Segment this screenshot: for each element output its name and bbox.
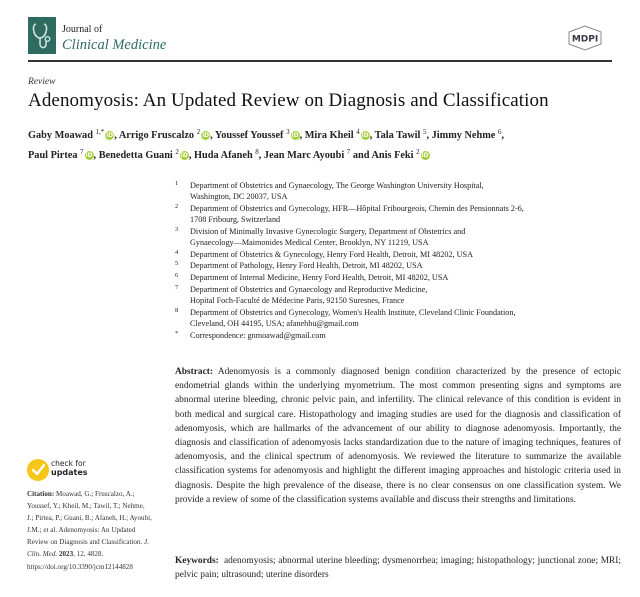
stethoscope-icon [28, 17, 56, 54]
orcid-icon[interactable]: iD [361, 132, 369, 139]
author-separator: , [114, 130, 119, 141]
check-updates-line2: updates [51, 467, 88, 477]
check-updates-text [51, 460, 88, 477]
author-name: Arrigo Fruscalzo [118, 130, 195, 141]
orcid-icon[interactable]: iD [85, 152, 93, 159]
affiliation-number: 3 [175, 225, 179, 233]
author-affiliation-ref: 1,* [95, 128, 105, 136]
affiliations [175, 180, 625, 341]
author[interactable] [264, 150, 350, 161]
author-separator: , [188, 150, 195, 161]
author[interactable] [215, 130, 300, 141]
author-name: Jean Marc Ayoubi [263, 150, 345, 161]
header-divider [28, 60, 612, 62]
affiliation-number: * [175, 329, 179, 337]
author-name: Tala Tawil [374, 130, 421, 141]
affiliation-item [175, 307, 625, 329]
keywords-text: adenomyosis; abnormal uterine bleeding; dysmenorrhea; imaging; histopathology; junctional zone; MRI; pelvic pain; ultrasound; uterine disorders [175, 556, 622, 581]
citation-label: Citation: [27, 490, 55, 498]
affiliation-item [175, 330, 625, 341]
citation-volume: , 12, 4828. [73, 550, 104, 559]
affiliation-line: Gynaecology—Maimonides Medical Center, Brooklyn, NY 11219, USA [190, 238, 429, 248]
author-affiliation-ref: 4 [356, 128, 360, 136]
author-affiliation-ref: 7 [346, 148, 351, 156]
orcid-icon[interactable]: iD [421, 152, 429, 159]
author[interactable] [305, 130, 370, 141]
affiliation-item [175, 226, 625, 248]
author-separator: , [93, 150, 99, 161]
citation-doi-link[interactable]: https://doi.org/10.3390/jcm12144828 [27, 562, 133, 571]
author-affiliation-ref: 2 [175, 148, 179, 156]
check-updates-line1: check for [51, 459, 86, 468]
affiliation-line: Division of Minimally Invasive Gynecologic Surgery, Department of Obstetrics and [190, 226, 466, 236]
affiliation-line: Department of Obstetrics & Gynecology, Henry Ford Health, Detroit, MI 48202, USA [190, 249, 474, 259]
check-badge-icon [27, 459, 49, 481]
author[interactable] [371, 150, 429, 161]
affiliation-item [175, 180, 625, 202]
author[interactable] [431, 128, 505, 141]
author-affiliation-ref: 5 [422, 128, 427, 136]
author[interactable] [28, 150, 94, 161]
affiliation-number: 8 [175, 306, 179, 314]
author-name: Mira Kheil [304, 130, 354, 141]
citation [27, 488, 152, 573]
author[interactable] [375, 130, 427, 141]
affiliation-item [175, 249, 625, 260]
mdpi-logo [565, 25, 605, 51]
author-list [28, 124, 628, 164]
journal-logo [28, 17, 56, 54]
article-title: Adenomyosis: An Updated Review on Diagnosis and Classification [28, 90, 549, 111]
author-affiliation-ref: 7 [80, 148, 84, 156]
affiliation-item [175, 203, 625, 225]
author-affiliation-ref: 3 [286, 128, 290, 136]
abstract-label: Abstract: [175, 367, 214, 377]
orcid-icon[interactable]: iD [202, 132, 210, 139]
citation-year: 2023 [58, 550, 74, 559]
keywords [175, 554, 621, 582]
affiliation-number: 7 [175, 283, 179, 291]
orcid-icon[interactable]: iD [291, 132, 299, 139]
affiliation-item [175, 260, 625, 271]
abstract-text: Adenomyosis is a commonly diagnosed benign condition characterized by the presence of ectopic endometrial glands within the underlying myometrium. The most common presenting signs and symptoms are abnormal uterine bleeding, chronic pelvic pain, and infertility. The clinical relevance of this condition is evident in both medical and surgical care. Histopathology and imaging studies are used for the diagnosis and classification of adenomyosis, which are hallmarks of the advancement of our ability to diagnose adenomyosis. Importantly, the diagnosis and classification of adenomyosis lacks standardization due to the nature of imaging techniques, features of adenomyosis, and the clinical spectrum of adenomyosis. We reviewed the literature to summarize the available classification systems for adenomyosis and highlight the different imaging approaches and histologic criteria used in diagnosis. Despite the high prevalence of the disease, there is no clear consensus on one classification system. We provide a review of some of the classification systems available and discuss their strengths and limitations. [175, 367, 622, 505]
author-separator: , [369, 130, 375, 141]
author-separator: , [299, 130, 305, 141]
affiliation-number: 5 [175, 260, 179, 268]
author[interactable] [99, 150, 189, 161]
article-type: Review [28, 77, 56, 87]
author-affiliation-ref: 2 [196, 128, 201, 136]
author[interactable] [194, 150, 259, 161]
author-affiliation-ref: 2 [416, 148, 420, 156]
author-name: Youssef Youssef [214, 130, 284, 141]
author[interactable] [119, 130, 210, 141]
author-separator: , [258, 150, 264, 161]
author-name: Benedetta Guani [98, 150, 173, 161]
affiliation-line: 1708 Fribourg, Switzerland [190, 215, 281, 225]
affiliation-item [175, 284, 625, 306]
abstract [175, 365, 621, 507]
affiliation-line: Hopital Foch-Faculté de Médecine Paris, 92150 Suresnes, France [190, 296, 405, 306]
affiliation-line: Department of Internal Medicine, Henry Ford Health, Detroit, MI 48202, USA [190, 273, 449, 283]
author-separator: and [350, 150, 372, 161]
mdpi-logo-text: MDPI [571, 34, 599, 45]
author-separator: , [501, 130, 505, 141]
author-name: Anis Feki [371, 150, 414, 161]
affiliation-number: 6 [175, 272, 179, 280]
orcid-icon[interactable]: iD [106, 132, 114, 139]
orcid-icon[interactable]: iD [180, 152, 188, 159]
author-affiliation-ref: 8 [255, 148, 259, 156]
journal-name [62, 25, 166, 53]
affiliation-line: Department of Obstetrics and Gynecology, HFR—Hôpital Fribourgeois, Chemin des Pensionnats 2-6, [190, 203, 524, 213]
author-name: Paul Pirtea [28, 150, 78, 161]
affiliation-line: Washington, DC 20037, USA [190, 192, 288, 202]
author[interactable] [28, 130, 114, 141]
affiliation-line: Department of Obstetrics and Gynaecology, The George Washington University Hospital, [190, 181, 484, 190]
affiliation-line: Department of Obstetrics and Gynecology, Women's Health Institute, Cleveland Clinic Foundation, [190, 307, 516, 317]
keywords-label: Keywords: [175, 556, 219, 566]
check-for-updates-button[interactable] [27, 459, 92, 485]
affiliation-line: Correspondence: gnmoawad@gmail.com [190, 330, 326, 340]
affiliation-number: 1 [175, 180, 179, 187]
affiliation-number: 2 [175, 202, 179, 210]
affiliation-line: Department of Obstetrics and Gynaecology and Reproductive Medicine, [190, 284, 428, 294]
author-name: Jimmy Nehme [431, 130, 496, 141]
author-separator: , [210, 130, 215, 141]
affiliation-item [175, 272, 625, 283]
journal-of-label: Journal of [62, 24, 103, 35]
author-separator: , [426, 130, 432, 141]
author-name: Huda Afaneh [194, 150, 253, 161]
affiliation-line: Department of Pathology, Henry Ford Health, Detroit, MI 48202, USA [190, 261, 423, 271]
citation-text: Moawad, G.; Fruscalzo, A.; Youssef, Y.; Kheil, M.; Tawil, T.; Nehme, J.; Pirtea, P.; Guani, B.; Afaneh, H.; Ayoubi, J.M.; et al. Adenomyosis: An Updated Review on Diagnosis and Classification. [27, 490, 152, 547]
author-name: Gaby Moawad [28, 130, 93, 141]
citation-journal: J. Clin. Med. [27, 538, 149, 559]
affiliation-line: Cleveland, OH 44195, USA; afanehhu@gmail.com [190, 318, 359, 328]
journal-title: Clinical Medicine [62, 37, 167, 53]
affiliation-number: 4 [175, 248, 179, 256]
author-affiliation-ref: 6 [497, 128, 502, 136]
